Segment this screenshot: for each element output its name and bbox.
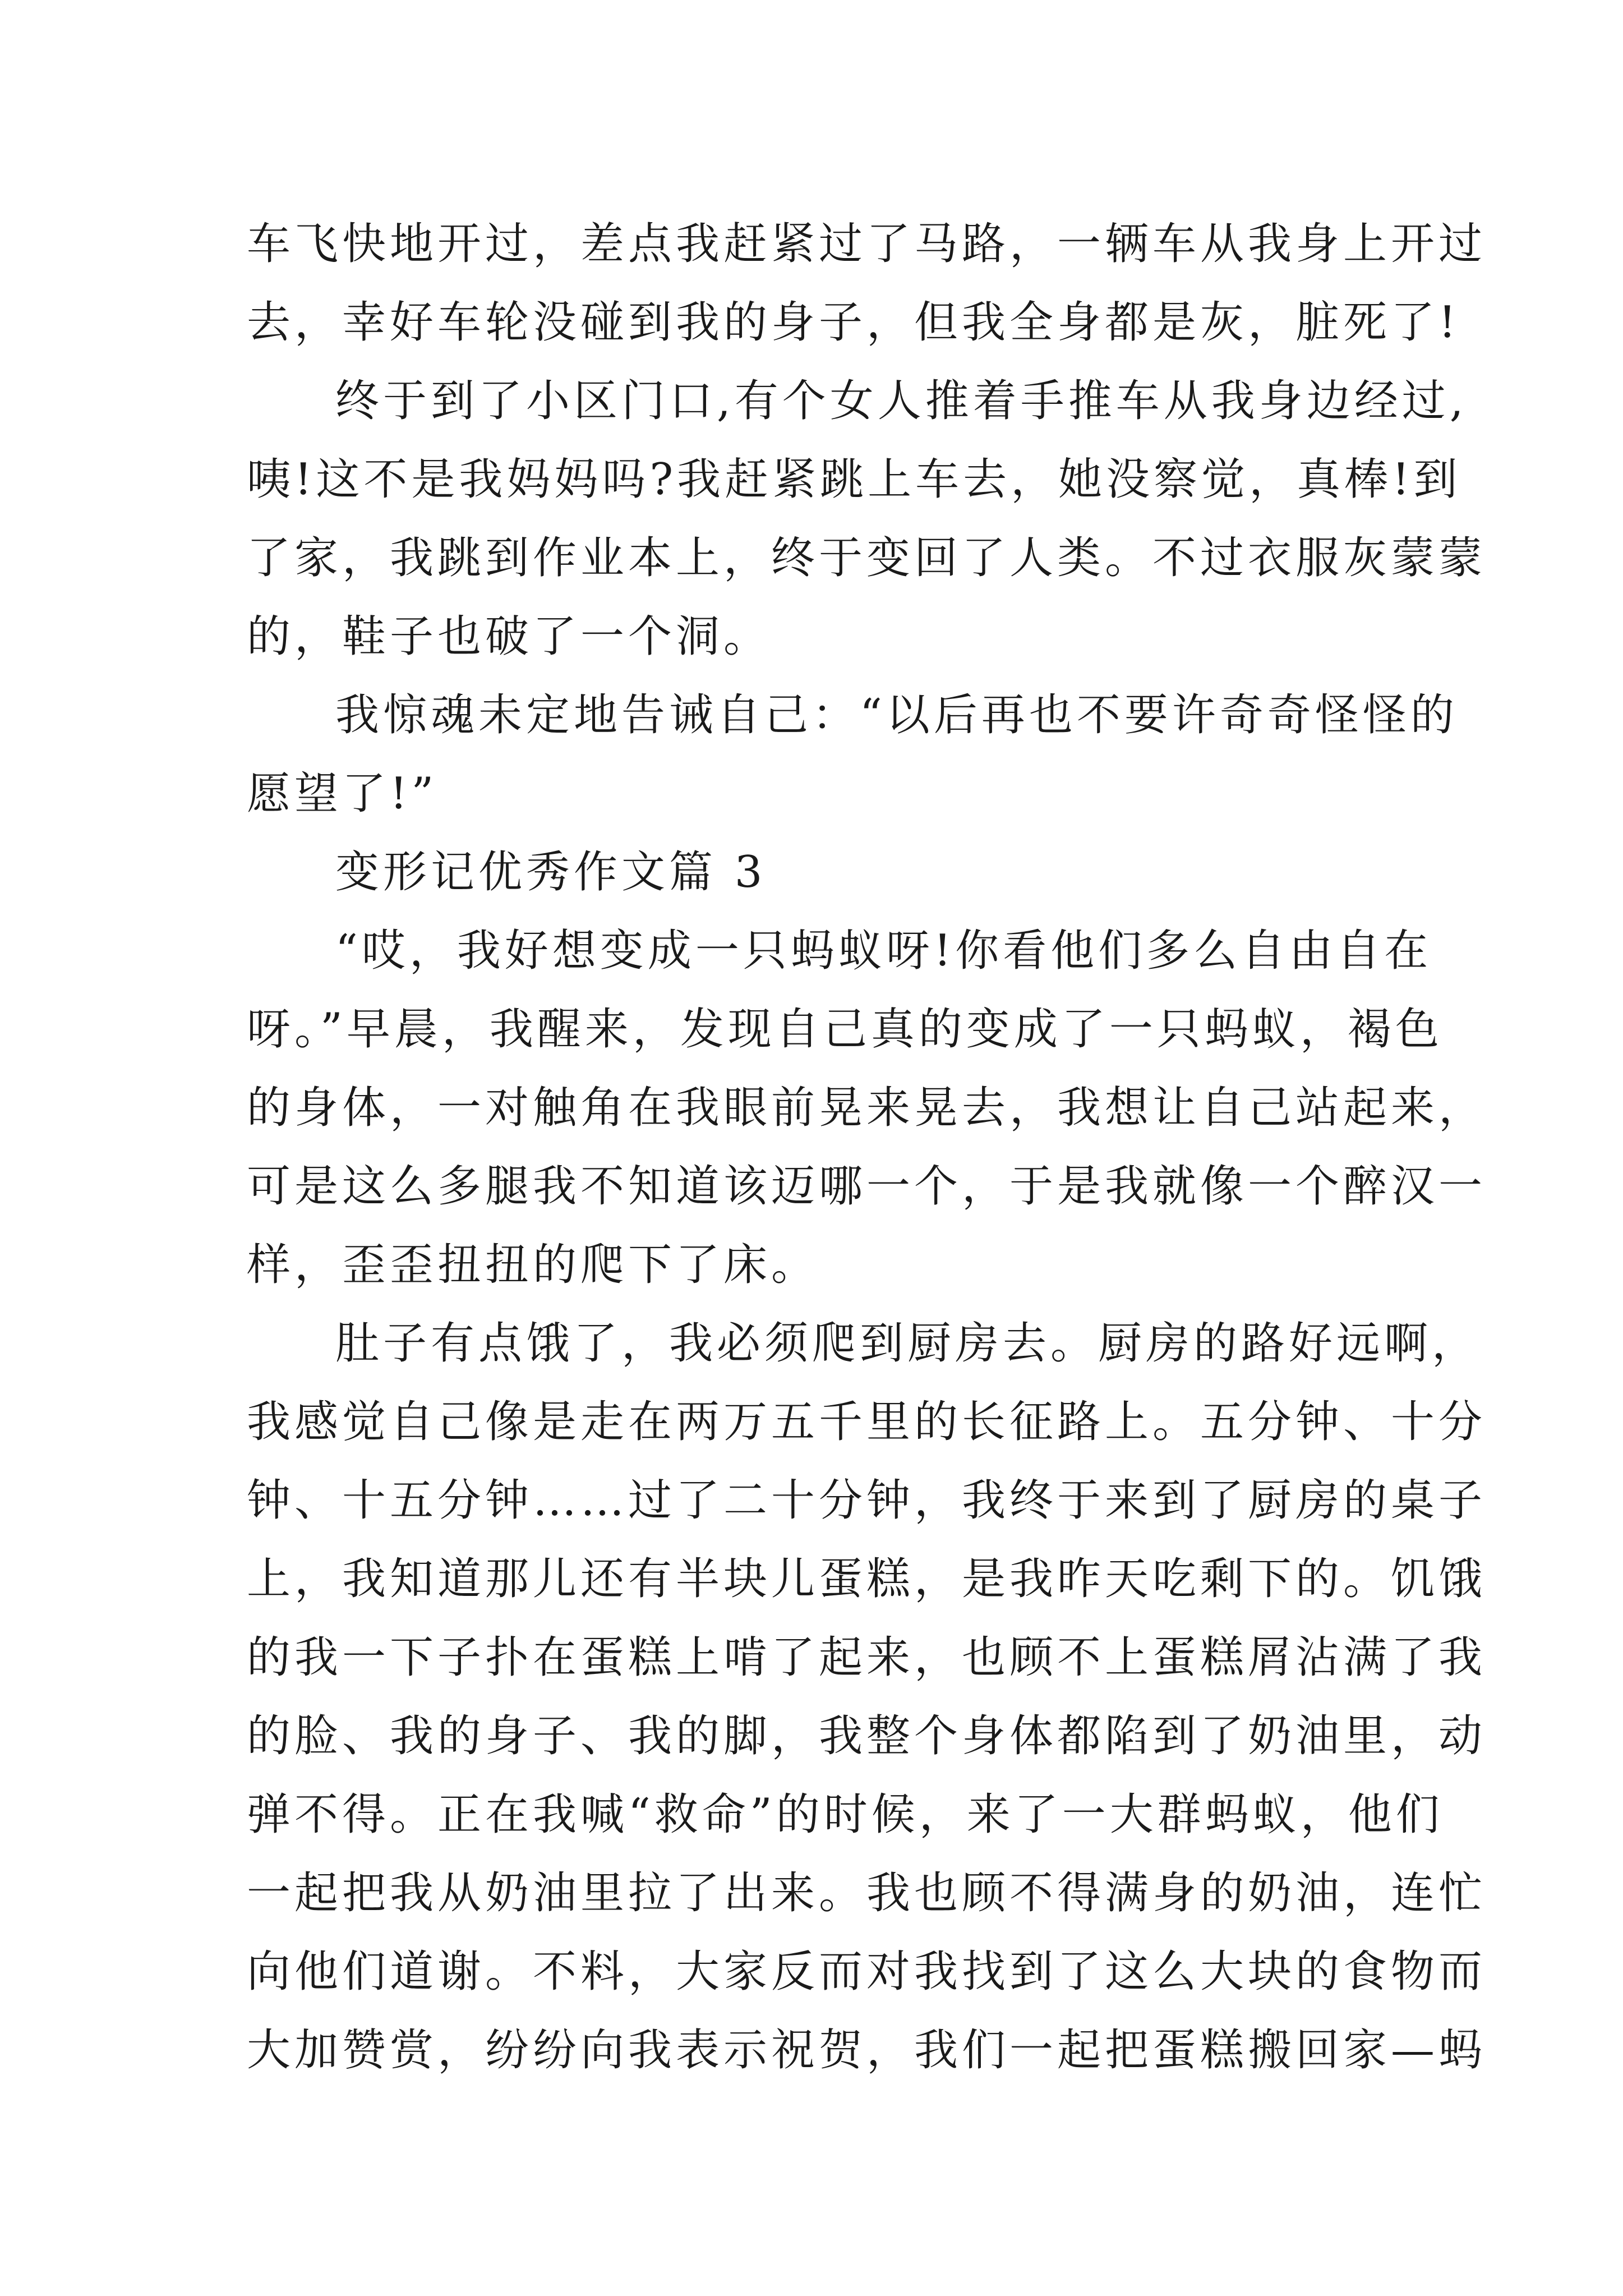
text-line: 终于到了小区门口,有个女人推着手推车从我身边经过, [335,376,1468,426]
text-line: 一起把我从奶油里拉了出来。我也顾不得满身的奶油，连忙 [247,1868,1487,1918]
text-line: “哎，我好想变成一只蚂蚁呀!你看他们多么自由自在 [335,926,1432,976]
text-line: 愿望了!” [247,769,438,819]
text-line: 咦!这不是我妈妈吗?我赶紧跳上车去，她没察觉，真棒!到 [247,454,1461,505]
text-line: 可是这么多腿我不知道该迈哪一个，于是我就像一个醉汉一 [247,1161,1487,1212]
text-line: 向他们道谢。不料，大家反而对我找到了这么大块的食物而 [247,1947,1487,1997]
text-line: 我感觉自己像是走在两万五千里的长征路上。五分钟、十分 [247,1397,1487,1447]
text-line: 肚子有点饿了，我必须爬到厨房去。厨房的路好远啊， [335,1318,1480,1369]
text-line: 弹不得。正在我喊“救命”的时候，来了一大群蚂蚁，他们 [247,1789,1444,1840]
section-heading: 变形记优秀作文篇 3 [335,847,767,898]
text-line: 的脸、我的身子、我的脚，我整个身体都陷到了奶油里，动 [247,1711,1487,1761]
text-line: 上，我知道那儿还有半块儿蛋糕，是我昨天吃剩下的。饥饿 [247,1554,1487,1604]
text-line: 钟、十五分钟……过了二十分钟，我终于来到了厨房的桌子 [247,1475,1487,1526]
text-line: 去，幸好车轮没碰到我的身子，但我全身都是灰，脏死了! [247,297,1460,348]
text-line: 呀。”早晨，我醒来，发现自己真的变成了一只蚂蚁，褐色 [247,1004,1443,1055]
text-line: 了家，我跳到作业本上，终于变回了人类。不过衣服灰蒙蒙 [247,533,1487,583]
text-line: 样，歪歪扭扭的爬下了床。 [247,1240,819,1290]
text-line: 车飞快地开过，差点我赶紧过了马路，一辆车从我身上开过 [247,219,1487,269]
text-line: 大加赞赏，纷纷向我表示祝贺，我们一起把蛋糕搬回家—蚂 [247,2025,1487,2076]
text-line: 的我一下子扑在蛋糕上啃了起来，也顾不上蛋糕屑沾满了我 [247,1632,1487,1683]
text-line: 的身体，一对触角在我眼前晃来晃去，我想让自己站起来， [247,1083,1487,1133]
text-line: 我惊魂未定地告诫自己：“以后再也不要许奇奇怪怪的 [335,690,1458,740]
text-line: 的，鞋子也破了一个洞。 [247,611,772,662]
